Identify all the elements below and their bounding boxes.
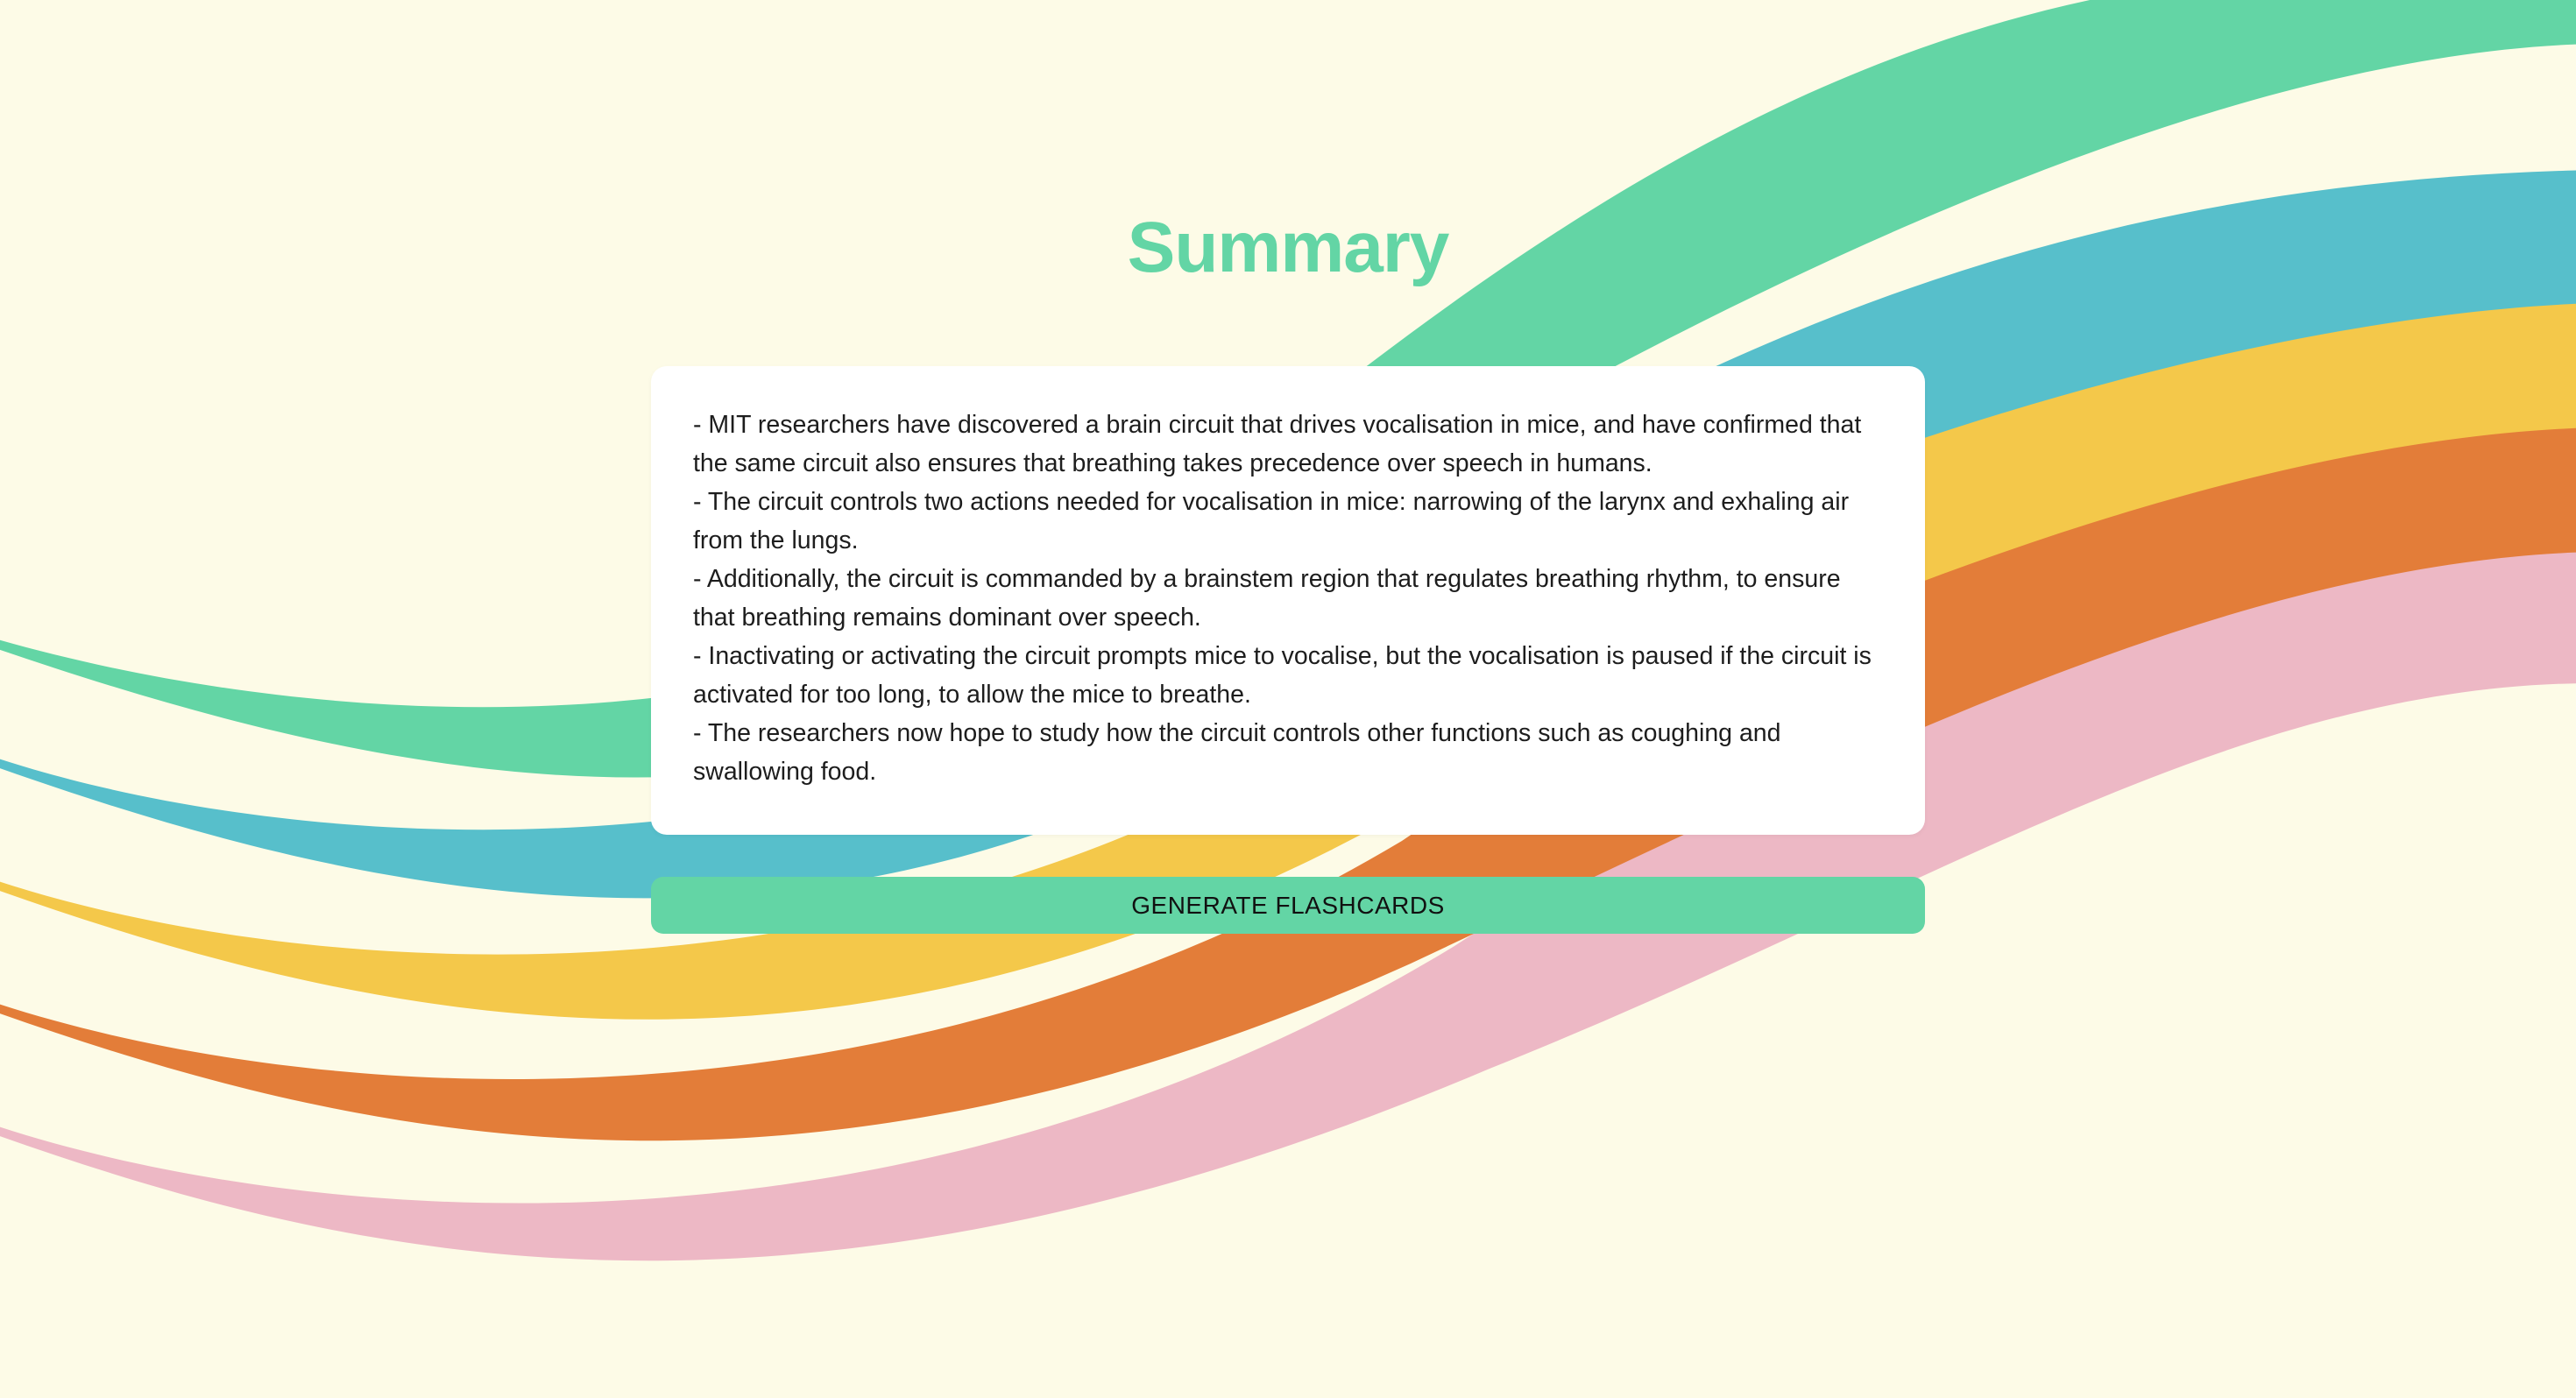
summary-point: - Inactivating or activating the circuit prompts mice to vocalise, but the vocalisation is paused if the circuit is activated for too long, to allow the mice to breathe. <box>693 642 1872 709</box>
generate-flashcards-button[interactable]: GENERATE FLASHCARDS <box>651 877 1925 934</box>
summary-point: - MIT researchers have discovered a brain circuit that drives vocalisation in mice, and have confirmed that the same circuit also ensures that breathing takes precedence over speech in humans. <box>693 411 1862 477</box>
summary-point: - The researchers now hope to study how the circuit controls other functions such as coughing and swallowing food. <box>693 719 1781 786</box>
page-title: Summary <box>1127 208 1449 287</box>
summary-card <box>651 366 1925 835</box>
summary-point: - Additionally, the circuit is commanded by a brainstem region that regulates breathing rhythm, to ensure that breathing remains dominant over speech. <box>693 565 1841 632</box>
summary-point: - The circuit controls two actions needed for vocalisation in mice: narrowing of the larynx and exhaling air from the lungs. <box>693 488 1850 554</box>
